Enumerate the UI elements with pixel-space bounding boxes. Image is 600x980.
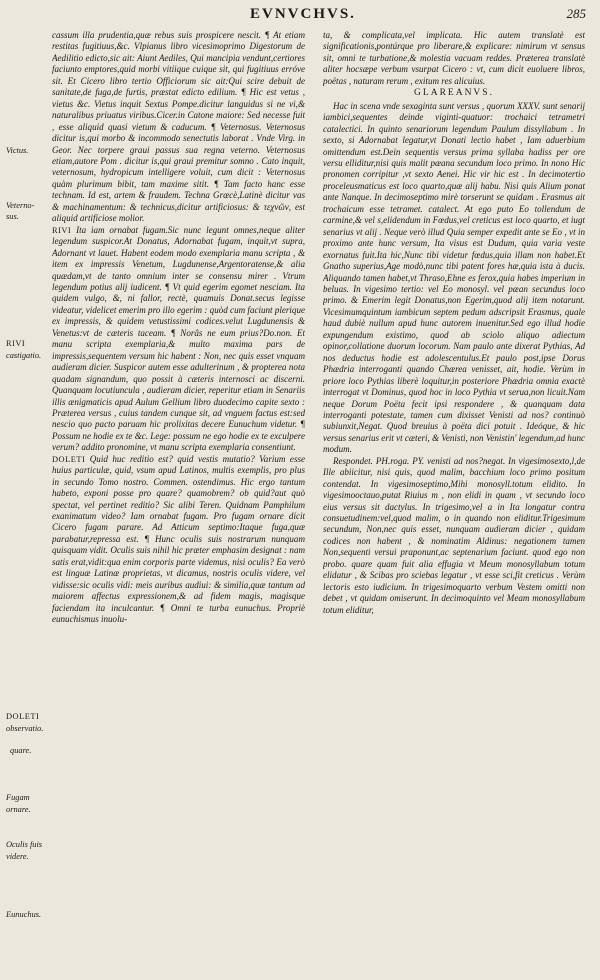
running-head: EVNVCHVS. bbox=[250, 6, 356, 22]
margin-note-ornare: ornare. bbox=[6, 805, 31, 814]
commentary-paragraph: cassum illa prudentia,quæ rebus suis prospicere nescit. ¶ At etiam restitas fugitiuus,&c. Vlpianus libro vicesimoprimo Digestorum de Aedilitio edicto,sic ait: Aiunt Aediles, Qui mancipia vendunt,certiores faciunto emptores,quid morbi vitiique cuique sit, qui fugitiuus erróve sit. Et Cicero libro tertio Officiorum sic ait:Qui scire debuit de sanitate,de fuga,de furtis, præstat edicto edilium. ¶ Hic est vetus , vietus &c. Vietus inquit Sextus Pompe.dicitur languidus si ne vi,& naturalibus priuatus viribus.Cicer.in Catone maiore: Sed necesse fuit , esse aliquid quasi vietum & caducum. ¶ Veternosus. Veternosus dicitur is,qui morbo & incommodo senectutis laborat . Vnde Virg. in Geor. Nec torpere graui passus sua regna veterno. Veternosus etiam,autore Pom . dicitur is,qui graui premitur somno . Cato inquit, veternosum, hydropicum intelligere voluit, cum dicit : Veternosus quàm plurimum bibit, tam maxime sitit. ¶ Tam facto hanc esse technam. Id est, artem & fraudem. Techna Græcè,Latinè dicitur vas & machinamentum: & technicus,dicitur artificiosus: & τεχνῶν, est aliquid artificiose molior. bbox=[52, 30, 305, 224]
margin-note-oculis: Oculis fuis bbox=[6, 840, 43, 849]
margin-note-rivi: RIVI bbox=[6, 339, 26, 348]
left-column bbox=[52, 30, 305, 970]
commentary-paragraph: ta, & complicata,vel implicata. Hic autem translatè est significationis,pontúrque pro liberare,& explicare: nimirum vt sensus sit, omni te turbatione,& molestia vacuam reddes. Præterea translatè aliter hocsæpe verbum vsurpat Cicero : vt, cum dicit euoluere libros, poëtas , naturam rerum , exitum res alicuius. bbox=[323, 30, 585, 86]
right-column bbox=[323, 30, 585, 970]
margin-note-veterno: Veterno- bbox=[6, 201, 35, 210]
paragraph-text: Ita iam ornabat fugam.Sic nunc legunt omnes,neque aliter legendum suspicor.At Donatus, Adornabat fugam, inquit,vt supra, Adornant vt lauet. Habent eodem modo exemplaria manu scripta , & item ex impressis Venetum, Lugdunense,Argentoratense,& alia quædam,vt de tanto omnium inter se consensu mirer . Vtrum legendum potius alij iudicent. ¶ Vt quid egerim egomet nesciam. Ita quidem vulgo, &, ni fallor, rectè, quamuis Donat.secus legisse videatur, videlicet emerim pro illo egerim : quòd cum faciunt plerique ex impressis, & quidem vetustissimi codices.velut Lugdunensis & Venetus:vt de cæteris taceam. ¶ Norâs ne eum prius?Do.non. Et manu scripta exemplaria,& multo maxima pars de impressis,sequentem versum hic habent : Non, nec quis esset vnquam audieram dicier. Suspicor autem esse adulterinum , & propterea nota quadam signandum, quo possit à cæteris internosci ac discerni. Quanquam locutiuncula , audieram dicier, reperitur etiam in Senariis illis ænigmaticis apud Aulum Gellium libro duodecimo capite sexto : Præterea versus , cuius tandem cunque sit, ad vnguem factus est:sed nescio quo pacto paruam hic prolixitas decere Eunuchum videtur. ¶ Possum ne hodie ex te &c. Lege: possum ne ego hodie ex te exculpere verum? addito pronomine, vt manu scripta exemplaria consentiunt. bbox=[52, 224, 305, 453]
paragraph-lemma: RIVI bbox=[52, 225, 72, 235]
commentary-paragraph: Hac in scena vnde sexaginta sunt versus , quorum XXXV. sunt senarij iambici,sequentes deinde viginti-quatuor: trochaici tetrametri catalectici. In quinto senariorum legendum Paulum dissyllabum . In sexto, si Adornabat legatur,vt Donati lectio habet , Iam aduerbium omittendum est.Dein sequentis versus prima syllaba hadiss per ore versu elliditur,nisi quis malit pæana secundum loco primo. In nono Hic pronomen corripitur ,vt sexto Aenei. Hic vir hic est . In decimotertio proceleusmaticus est loco quarto,quæ alij habu. Nisi quis Alium ponat ante Nanque. In decimoseptimo mirè torserunt se quidam . Erasmus ait trochaicum esse tetramet. catalect. At ego puto Eo tollendum de carmine,& vel s,elidendum in Fœdus,vel creticus est loco quarto, et iugt senarius vt alij . Neque verò illud Quia semper expedit ante se Eo , vt in proximo ante hunc versum, Ita visus est Dudum, quia varia veste exornatus fuit.Ita hic,Nunc tibi videtur fœdus,quia illam non habet.Et Gnatho superius,Age modò,nunc tibi patent fores hæ,quia ista à ducis. Aliquando tamen habet,vt Thraso,Ehne es ferox,quia habes imperium in beluas. In vigesimo tertio: vel Eo monosyl. vel pæan secundus loco primo. & Emerim legit Donatus,non Egerim,quod alij item notarunt. Vicesimumquintum iambicum septem pedum adscripsit Erasmus, quale haud dubiè nullum apud hunc autorem inuenitur.Sed ego illud hodie expungendum existimo, quod ab sciolo aliquo adiectum opinor,collatione duorum locorum. Nam paulo ante dixerat Pythias, Ad nos deductus hodie est adolescentulus.Et paulo post,ipse Dorus Phædria interroganti quando Chærea venisset, ait, hodie. Verùm in priore loco Pythias liberè loquitur,in posteriore Phædria omnia exactè interrogat vt Dominus, quod hoc in loco Pythia vt serua,non licuit.Nam neque Dorum Poëta fecit ipsi respondere , & quanquam data interroganti potestate, tamen cum dixisset Venisti ad nos? continuò subiunxit,Negat. Quod breuius à poëta dici potuit . Ideóque, & hic versus senarius erit vt cæteri, & Venisti, non Venistin' legendum,ad hunc modum. bbox=[323, 100, 585, 455]
margin-note-doleti: DOLETI bbox=[6, 712, 40, 721]
page-number: 285 bbox=[566, 6, 586, 21]
paragraph-lemma: DOLETI bbox=[52, 454, 86, 464]
paragraph-text: Quid huc reditio est? quid vestis mutatio? Varium esse huius particulæ, quid, vsum apud Latinos, multis exemplis, pro plus in secundo Tomo nostro. Commen. ostendimus. Hic ergo tantum habeto, exponi posse pro quare? quamobrem? ob quid?aut quò spectat, vel pertinet reditio? Sic alibi Teren. Quidnam Pamphilum exanimatum video? Iam ornabat fugam. Pro fugam ornare dicit Cicero fugam parare. Ad Atticum septimo:Itaque fuga,quæ parabatur,repressa est. ¶ Hunc oculis suis nostrarum nunquam quisquam vidit. Oculis suis nihil hic præter emphasim designat : nam satis erat,vidit:qua enim corporis parte videmus, nisi oculis? Ea verò est linguæ Latinæ proprietas, vt dicamus, nostris oculis videre, vel vidisse:sic oculis vidi: meis auribus audiui: & similia,quæ tantum ad maiorem affectus expressionem,& ad fidem magis, magisque faciendam ita inculcantur. ¶ Omni te turba eunuchus. Propriè eunuchismus inuolu- bbox=[52, 453, 305, 625]
margin-note-quare: quare. bbox=[10, 746, 32, 755]
margin-note-videre: videre. bbox=[6, 852, 29, 861]
margin-note-castigatio: castigatio. bbox=[6, 351, 42, 360]
margin-note-observatio: observatio. bbox=[6, 724, 44, 733]
margin-note-fugam: Fugam bbox=[6, 793, 30, 802]
margin-note-victus: Victus. bbox=[6, 146, 29, 155]
commentary-paragraph bbox=[52, 225, 305, 454]
margin-note-sus: sus. bbox=[6, 212, 19, 221]
section-heading: GLAREANVS. bbox=[414, 88, 494, 99]
commentary-paragraph bbox=[52, 454, 305, 626]
page-header bbox=[0, 6, 600, 30]
margin-note-eunuchus: Eunuchus. bbox=[6, 910, 42, 919]
commentary-paragraph: Respondet. PH.roga. PY. venisti ad nos?negat. In vigesimosexto,l,de Ille abiicitur, nisi quis, quod malim, bacchium loco primo positum contendat. In vigesimoseptimo,Mihi monosyll.totum elidito. In vigesimooctauo,putat Riuius m , non elidi in quam , vt secundo loco eius versus sit dactylus. In trigesimo,vel a in Ita longatur contra consuetudinem:vel,quod malim, o in quando non eliditur.Trigesimum secundum, Non,nec quis esset, nunquam audieram dicier , quidam codices non habent , & nominatim Aldinus: negationem tamen Non,sequenti versui praponunt,ac septenarium faciunt. quod ego non probo. quare quam fuit alia effugia vt Meum monosyllabum totum elidatur , & Scibas pro sciebas legatur , vt esse sci,fit creticus . Verùm lectoris esto iudicium. In trigesimoquarto verbum Vestem omitti non debet , vt quidam omiserunt. In decimoquinto vel Meam monosyllabum totum eliditur, bbox=[323, 455, 585, 615]
